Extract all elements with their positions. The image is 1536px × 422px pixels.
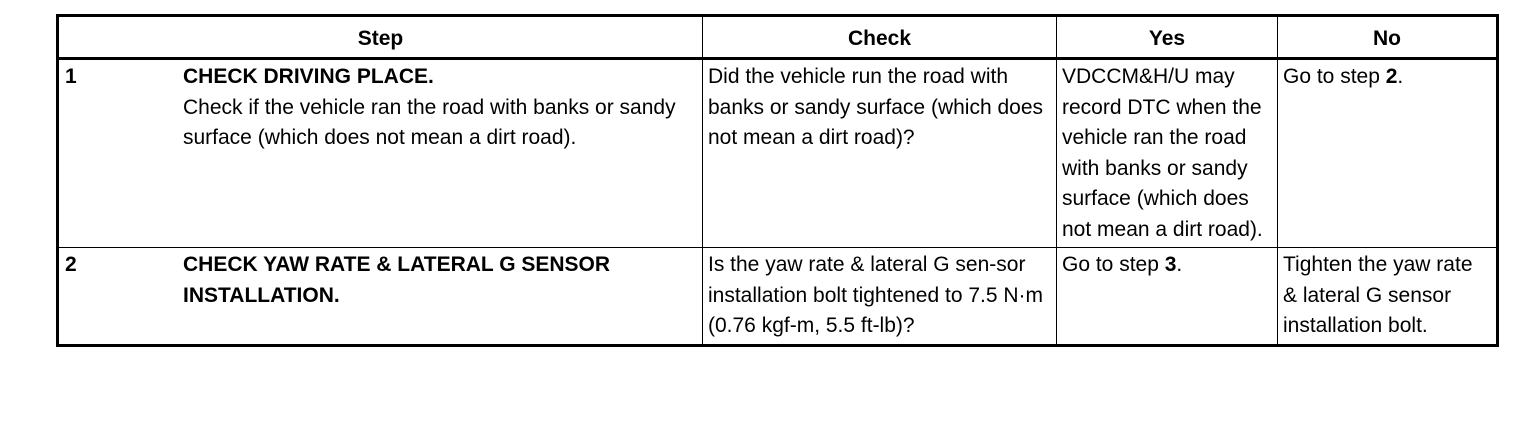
step-description: Check if the vehicle ran the road with banks or sandy surface (which does not mean a dirt road). [183, 95, 676, 149]
table-row [58, 59, 1498, 248]
yes-text: Go to step [1062, 253, 1165, 276]
diagnostic-procedure-table [56, 14, 1499, 347]
check-cell: Is the yaw rate & lateral G sen-sor installation bolt tightened to 7.5 N·m (0.76 kgf-m, 5.5 ft-lb)? [703, 248, 1057, 346]
no-text: Go to step [1283, 65, 1386, 88]
no-cell [1278, 59, 1498, 248]
step-reference: 2 [1385, 65, 1398, 88]
step-title: CHECK YAW RATE & LATERAL G SENSOR INSTALLATION. [183, 253, 611, 307]
no-suffix: . [1397, 65, 1404, 88]
yes-cell [1057, 248, 1278, 346]
yes-suffix: . [1176, 253, 1183, 276]
header-yes: Yes [1057, 16, 1278, 59]
step-number: 1 [65, 65, 77, 88]
no-cell: Tighten the yaw rate & lateral G sensor installation bolt. [1278, 248, 1498, 346]
step-cell [58, 59, 703, 248]
header-step: Step [58, 16, 703, 59]
check-cell: Did the vehicle run the road with banks or sandy surface (which does not mean a dirt road)? [703, 59, 1057, 248]
yes-cell: VDCCM&H/U may record DTC when the vehicle ran the road with banks or sandy surface (which does not mean a dirt road). [1057, 59, 1278, 248]
step-number: 2 [65, 253, 77, 276]
header-check: Check [703, 16, 1057, 59]
step-cell [58, 248, 703, 346]
step-reference: 3 [1164, 253, 1177, 276]
step-title: CHECK DRIVING PLACE. [183, 65, 434, 88]
table-row [58, 248, 1498, 346]
header-no: No [1278, 16, 1498, 59]
table-header-row [58, 16, 1498, 59]
